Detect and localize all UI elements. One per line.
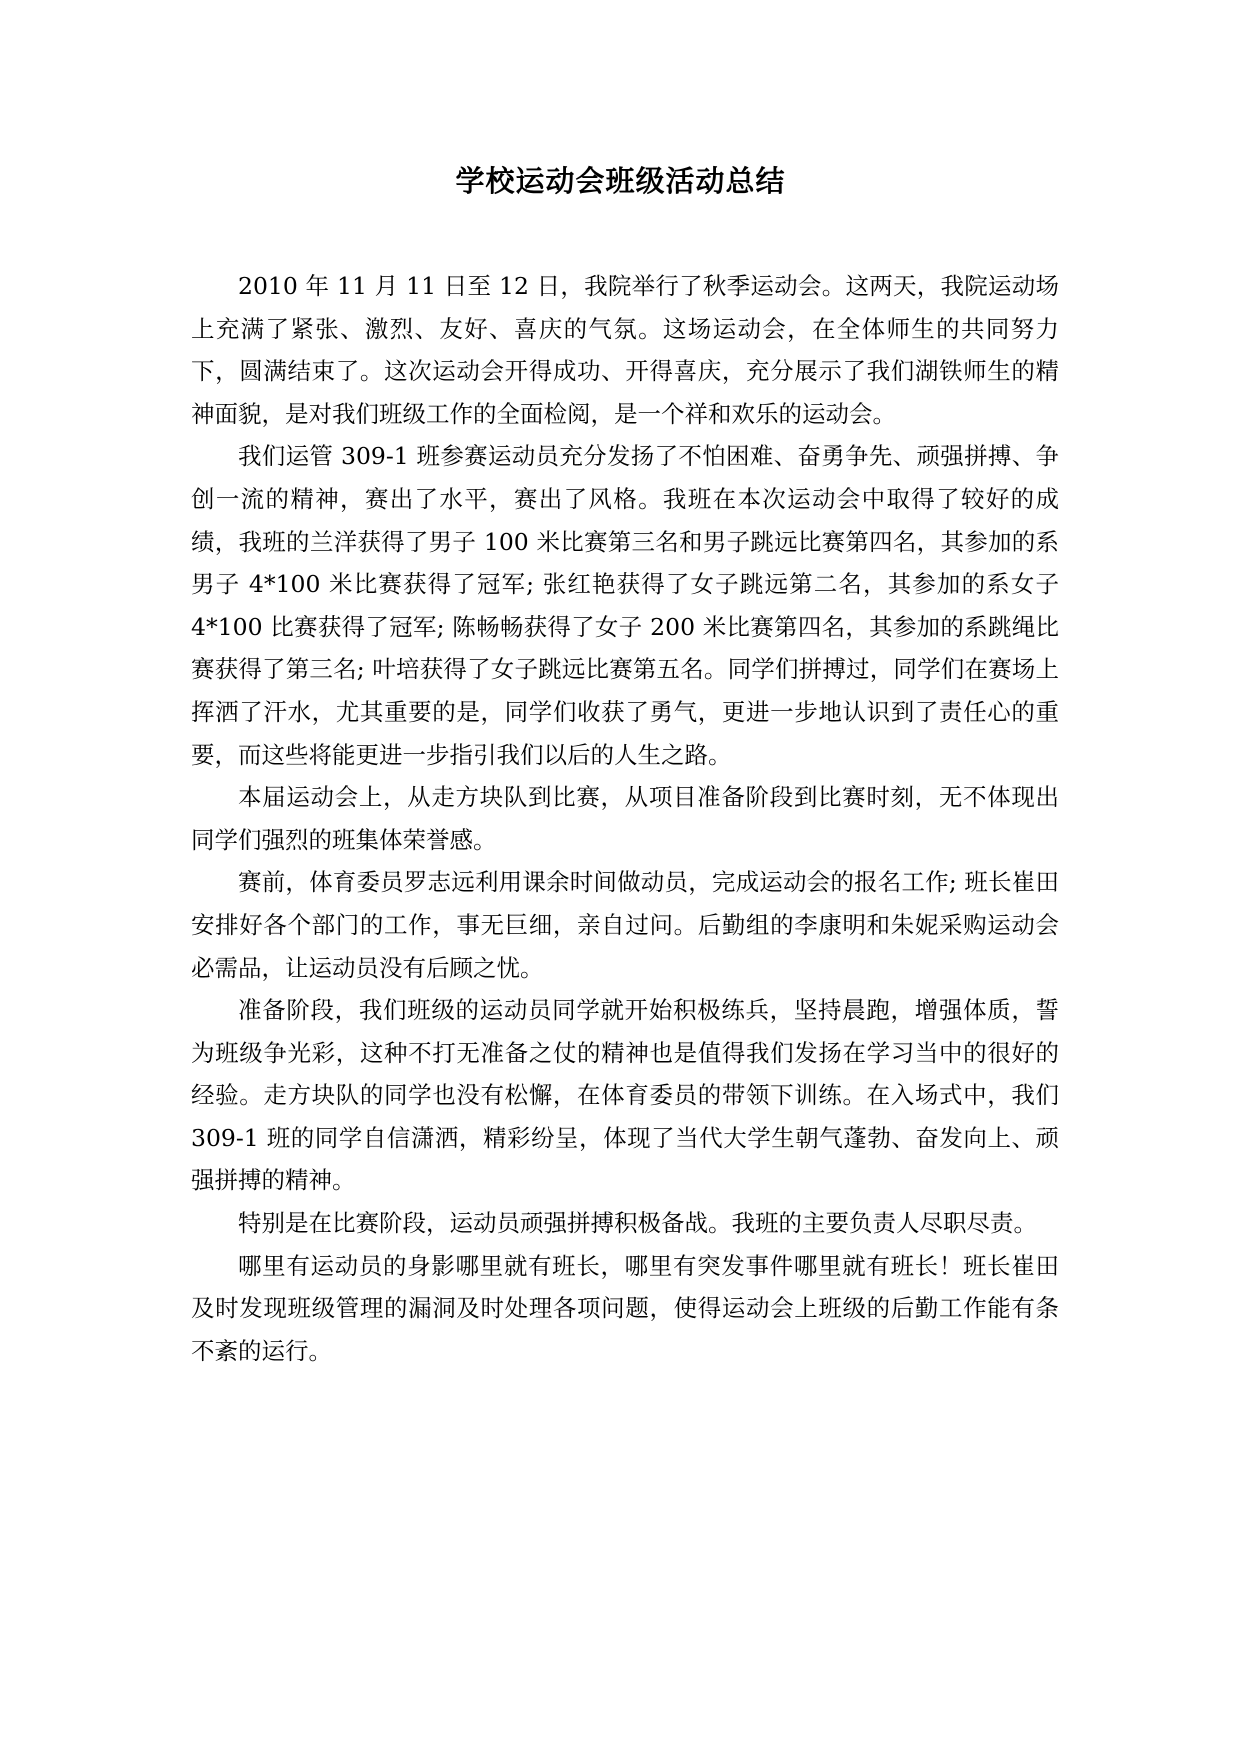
paragraph: 哪里有运动员的身影哪里就有班长，哪里有突发事件哪里就有班长！班长崔田及时发现班级管理的漏洞及时处理各项问题，使得运动会上班级的后勤工作能有条不紊的运行。: [191, 1251, 1059, 1365]
paragraph: 我们运管 309-1 班参赛运动员充分发扬了不怕困难、奋勇争先、顽强拼搏、争创一流的精神，赛出了水平，赛出了风格。我班在本次运动会中取得了较好的成绩，我班的兰洋获得了男子 100 米比赛第三名和男子跳远比赛第四名，其参加的系男子 4*100 米比赛获得了冠军; 张红艳获得了女子跳远第二名，其参加的系女子 4*100 比赛获得了冠军; 陈畅畅获得了女子 200 米比赛第四名，其参加的系跳绳比赛获得了第三名; 叶培获得了女子跳远比赛第五名。同学们拼搏过，同学们在赛场上挥洒了汗水，尤其重要的是，同学们收获了勇气，更进一步地认识到了责任心的重要，而这些将能更进一步指引我们以后的人生之路。: [191, 442, 1059, 769]
paragraph: 准备阶段，我们班级的运动员同学就开始积极练兵，坚持晨跑，增强体质，誓为班级争光彩，这种不打无准备之仗的精神也是值得我们发扬在学习当中的很好的经验。走方块队的同学也没有松懈，在体育委员的带领下训练。在入场式中，我们 309-1 班的同学自信潇洒，精彩纷呈，体现了当代大学生朝气蓬勃、奋发向上、顽强拼搏的精神。: [191, 996, 1059, 1195]
document-title: 学校运动会班级活动总结: [455, 164, 786, 198]
document-body: [191, 265, 1059, 1372]
paragraph: 赛前，体育委员罗志远利用课余时间做动员，完成运动会的报名工作; 班长崔田安排好各个部门的工作，事无巨细，亲自过问。后勤组的李康明和朱妮采购运动会必需品，让运动员没有后顾之忧。: [191, 868, 1059, 982]
paragraph: 2010 年 11 月 11 日至 12 日，我院举行了秋季运动会。这两天，我院运动场上充满了紧张、激烈、友好、喜庆的气氛。这场运动会，在全体师生的共同努力下，圆满结束了。这次运动会开得成功、开得喜庆，充分展示了我们湖铁师生的精神面貌，是对我们班级工作的全面检阅，是一个祥和欢乐的运动会。: [191, 272, 1059, 428]
paragraph: 特别是在比赛阶段，运动员顽强拼搏积极备战。我班的主要负责人尽职尽责。: [238, 1209, 1037, 1238]
paragraph: 本届运动会上，从走方块队到比赛，从项目准备阶段到比赛时刻，无不体现出同学们强烈的班集体荣誉感。: [191, 783, 1059, 854]
